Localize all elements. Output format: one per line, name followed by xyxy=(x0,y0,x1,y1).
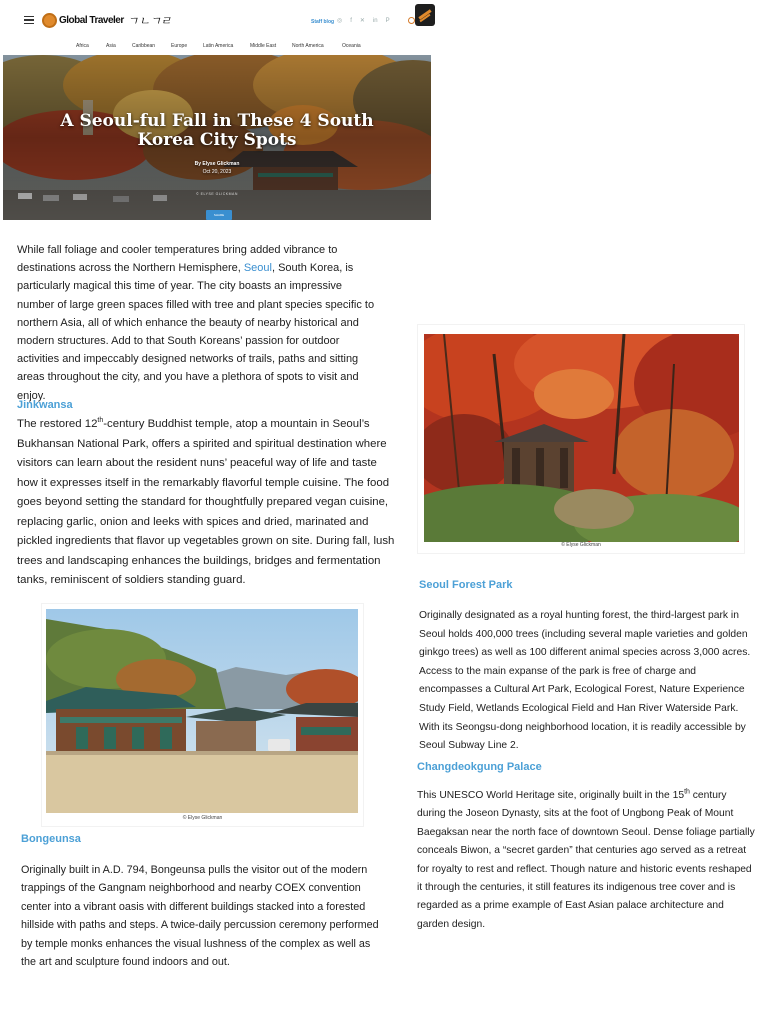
article-title: A Seoul-ful Fall in These 4 South Korea City Spots xyxy=(60,111,374,150)
changdeokgung-paragraph xyxy=(417,787,757,934)
bongeunsa-photo-credit: © Elyse Glickman xyxy=(182,815,223,821)
changdeokgung-sup: th xyxy=(684,788,690,796)
jinkwansa-sup: th xyxy=(97,417,104,425)
article-byline[interactable]: By Elyse Glickman xyxy=(194,161,240,167)
nav-item-oceania[interactable]: Oceania xyxy=(342,43,361,49)
bongeunsa-paragraph: Originally built in A.D. 794, Bongeunsa pulls the visitor out of the modern trappings of the Gangnam neighborhood and nearby COEX convention center into a vibrant oasis with different buildings stacked into a forested hillside with paths and steps. A twice-daily percussion ceremony performed by temple monks enhances the visual lushness of the complex as well as the art and sculpture found indoors and out. xyxy=(21,864,379,969)
bongeunsa-photo-card xyxy=(42,604,363,826)
changdeokgung-text-1: This UNESCO World Heritage site, originally built in the 15 xyxy=(417,790,685,801)
linkedin-icon[interactable]: in xyxy=(372,18,378,24)
logo-signature: ㄱ ㄴㄱㄹ xyxy=(126,13,171,28)
bongeunsa-photo xyxy=(46,609,358,813)
changdeokgung-text-2: century during the Joseon Dynasty, sits at the foot of Ungbong Peak of Mount Baegaksan near the north face of downtown Seoul. Dense foliage partially conceals Biwon, a “secret garden” that centuries ago served as a retreat for royalty to rest and reflect. Though nature and historic events reshaped it through the centuries, it still features its indigenous tree cover and is regarded as a prime example of East Asian palace architecture and garden design. xyxy=(417,790,755,930)
intro-text-2: , South Korea, is particularly magical this time of year. The city boasts an impressive number of large green spaces filled with tree and plant species specific to northern Asia, all of which enhance the beauty of nearby historical and modern structures. Add to that South Koreans’ passion for outdoor activities and impeccably designed networks of trails, paths and sitting areas throughout the city, and you have a plethora of spots to visit and enjoy. xyxy=(17,262,375,402)
globe-logo-icon xyxy=(42,13,57,28)
region-nav xyxy=(4,38,431,54)
jinkwansa-paragraph xyxy=(17,415,397,591)
intro-paragraph xyxy=(17,241,377,405)
site-logo[interactable] xyxy=(42,11,171,29)
nav-item-north-america[interactable]: North America xyxy=(292,43,324,49)
seoul-link[interactable]: Seoul xyxy=(243,262,272,275)
share-button[interactable]: SHARE xyxy=(206,210,232,220)
seoul-forest-photo xyxy=(424,334,739,542)
menu-icon[interactable] xyxy=(24,16,34,24)
search-icon[interactable] xyxy=(408,17,415,24)
jinkwansa-text-2: -century Buddhist temple, atop a mountain in Seoul’s Bukhansan National Park, offers a spirited and spiritual destination where visitors can learn about the resident nuns’ peaceful way of life and taste how it expresses itself in the remarkably flavorful temple cuisine. The food goes beyond setting the standard for thoughtfully prepared vegan cuisine, replacing garlic, onion and leeks with spices and dried, marinated and pickled ingredients that flavor up vegetables grown on site. During fall, lush trees and landscaping enhances the buildings, bridges and fermentation tanks, reminiscent of soldiers standing guard. xyxy=(17,418,395,586)
nav-item-middle-east[interactable]: Middle East xyxy=(250,43,277,49)
intro-text-1: While fall foliage and cooler temperatures bring added vibrance to destinations across the Northern Hemisphere, xyxy=(17,244,338,275)
nav-item-europe[interactable]: Europe xyxy=(171,43,188,49)
article-date: Oct 20, 2023 xyxy=(202,169,232,175)
section-heading-bongeunsa: Bongeunsa xyxy=(21,833,81,845)
instagram-icon[interactable]: ◎ xyxy=(337,18,343,24)
hero-banner xyxy=(3,55,431,220)
nav-item-latin-america[interactable]: Latin America xyxy=(203,43,234,49)
logo-text: Global Traveler xyxy=(59,14,124,26)
nav-item-africa[interactable]: Africa xyxy=(76,43,89,49)
seoul-forest-photo-card xyxy=(418,325,744,553)
hero-photo-credit: © ELYSE GLICKMAN xyxy=(196,192,238,196)
jinkwansa-text-1: The restored 12 xyxy=(17,418,98,430)
nav-item-asia[interactable]: Asia xyxy=(106,43,116,49)
social-links xyxy=(337,17,390,25)
facebook-icon[interactable]: f xyxy=(350,18,352,24)
app-badge-icon[interactable] xyxy=(415,4,435,26)
seoul-forest-photo-credit: © Elyse Glickman xyxy=(561,542,601,548)
section-heading-seoul-forest: Seoul Forest Park xyxy=(419,579,513,591)
nav-item-caribbean[interactable]: Caribbean xyxy=(132,43,156,49)
staff-blog-link[interactable]: Staff blog xyxy=(311,19,335,25)
section-heading-changdeokgung: Changdeokgung Palace xyxy=(417,761,542,773)
seoul-forest-paragraph: Originally designated as a royal hunting forest, the third-largest park in Seoul holds 400,000 trees (including several maple varieties and golden ginkgo trees) as well as 100 different animal species across 3,000 acres. Access to the main expanse of the park is free of charge and encompasses a Cultural Art Park, Ecological Forest, Nature Experience Study Field, Wetlands Ecological Field and Han River Waterside Park. With its Seongsu-dong neighborhood location, it is readily accessible by Seoul Subway Line 2. xyxy=(419,610,751,752)
pinterest-icon[interactable]: P xyxy=(385,18,390,24)
twitter-icon[interactable]: ✕ xyxy=(359,18,365,24)
section-heading-jinkwansa: Jinkwansa xyxy=(17,399,73,411)
